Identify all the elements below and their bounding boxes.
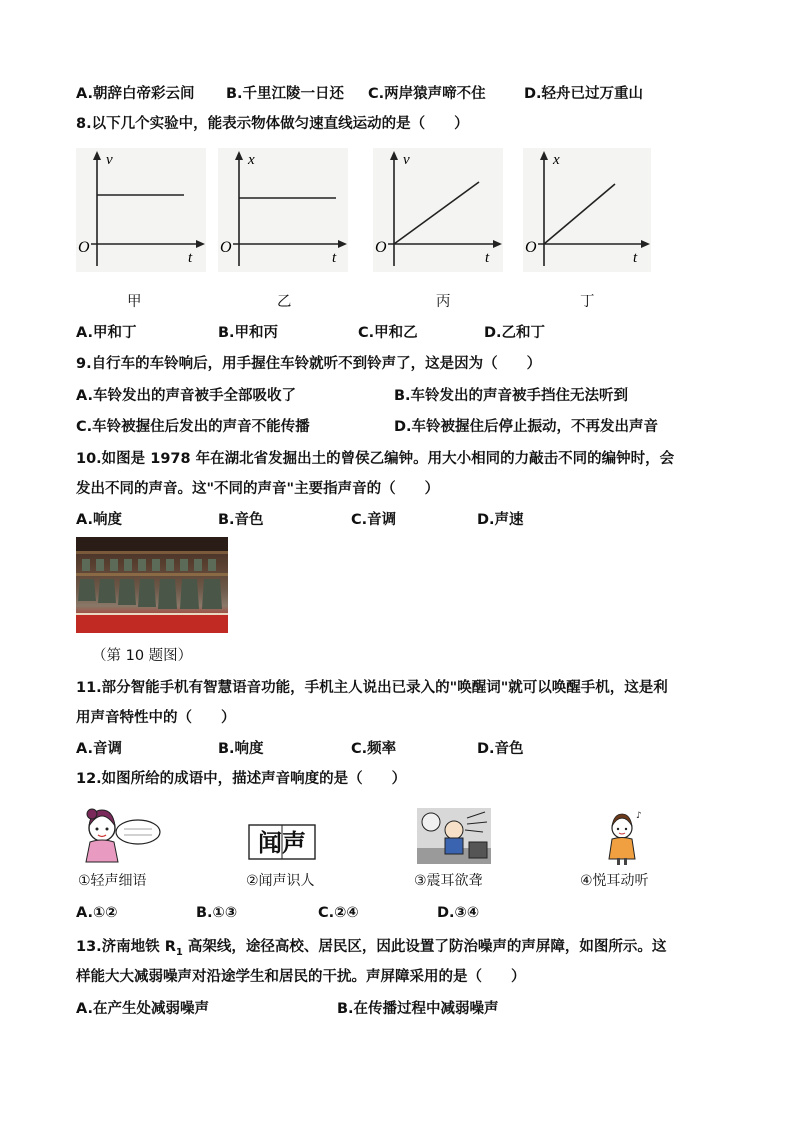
q11-option-a: A.音调 [76,741,122,757]
graph-bing-xlabel: t [485,250,490,266]
q9-stem: 9.自行车的车铃响后，用手握住车铃就听不到铃声了，这是因为（ ） [76,356,542,372]
q11-stem-line1: 11.部分智能手机有智慧语音功能，手机主人说出已录入的"唤醒词"就可以唤醒手机，这是利 [76,680,668,696]
q12-stem: 12.如图所给的成语中，描述声音响度的是（ ） [76,771,407,787]
whisper-girl-illustration [82,806,162,866]
q13-stem-line1-sub: 1 [175,946,183,958]
graph-caption-yi: 乙 [277,294,292,310]
picture-caption-1: ①轻声细语 [78,873,147,889]
q9-option-b: B.车铃发出的声音被手挡住无法听到 [394,388,629,404]
q13-stem-line1-a: 13.济南地铁 R [76,939,176,955]
deafening-noise-illustration [417,808,491,864]
q7-option-d: D.轻舟已过万重山 [524,86,644,102]
q11-option-c: C.频率 [351,741,397,757]
q10-option-a: A.响度 [76,512,122,528]
q10-stem-line1: 10.如图是 1978 年在湖北省发掘出土的曾侯乙编钟。用大小相同的力敲击不同的编钟时，会 [76,451,675,467]
graph-yi-xlabel: t [332,250,337,266]
q13-option-b: B.在传播过程中减弱噪声 [337,1001,499,1017]
graph-yi-origin: O [220,239,232,256]
q8-stem: 8.以下几个实验中，能表示物体做匀速直线运动的是（ ） [76,116,469,132]
q8-option-c: C.甲和乙 [358,325,418,341]
q9-option-c: C.车铃被握住后发出的声音不能传播 [76,419,310,435]
q13-stem-line2: 样能大大减弱噪声对沿途学生和居民的干扰。声屏障采用的是（ ） [76,969,526,985]
graph-ding-xlabel: t [633,250,638,266]
q11-stem-line2: 用声音特性中的（ ） [76,710,236,726]
q8-option-a: A.甲和丁 [76,325,137,341]
graph-ding [523,148,651,272]
svg-text:♪: ♪ [636,811,642,821]
q13-stem-line1 [76,935,666,958]
graph-caption-ding: 丁 [580,294,595,310]
graph-ding-origin: O [525,239,537,256]
picture-caption-2: ②闻声识人 [246,873,315,889]
q7-option-c: C.两岸猿声啼不住 [368,86,486,102]
graph-jia-ylabel: v [106,152,113,168]
q13-option-a: A.在产生处减弱噪声 [76,1001,209,1017]
q11-option-b: B.响度 [218,741,264,757]
graph-ding-ylabel: x [553,152,560,168]
q8-option-b: B.甲和丙 [218,325,279,341]
graph-bing-origin: O [375,239,387,256]
q10-option-c: C.音调 [351,512,397,528]
picture-caption-4: ④悦耳动听 [580,873,649,889]
q11-option-d: D.音色 [477,741,524,757]
wen-sheng-text: 闻声 [258,829,306,857]
graph-bing-ylabel: v [403,152,410,168]
q10-figure-caption: （第 10 题图） [92,648,193,664]
graph-caption-jia: 甲 [127,294,142,310]
q9-option-d: D.车铃被握住后停止振动，不再发出声音 [394,419,659,435]
q8-option-d: D.乙和丁 [484,325,546,341]
graph-caption-bing: 丙 [436,294,451,310]
q13-stem-line1-b: 高架线，途径高校、居民区，因此设置了防治噪声的声屏障，如图所示。这 [182,939,667,955]
wen-sheng-illustration [248,824,316,860]
q7-option-b: B.千里江陵一日还 [226,86,345,102]
graph-jia-origin: O [78,239,90,256]
q12-option-b: B.①③ [196,905,238,921]
graph-yi-ylabel: x [248,152,255,168]
graph-jia [76,148,206,272]
picture-caption-3: ③震耳欲聋 [414,873,483,889]
pleasant-sound-girl-illustration [600,808,646,866]
q10-stem-line2: 发出不同的声音。这"不同的声音"主要指声音的（ ） [76,481,440,497]
bianzhong-photo [76,537,228,633]
q7-option-a: A.朝辞白帝彩云间 [76,86,195,102]
q10-option-d: D.声速 [477,512,524,528]
q12-option-a: A.①② [76,905,118,921]
graph-yi [218,148,348,272]
q10-option-b: B.音色 [218,512,264,528]
q12-option-c: C.②④ [318,905,359,921]
q9-option-a: A.车铃发出的声音被手全部吸收了 [76,388,296,404]
graph-jia-xlabel: t [188,250,193,266]
graph-bing [373,148,503,272]
q12-option-d: D.③④ [437,905,480,921]
